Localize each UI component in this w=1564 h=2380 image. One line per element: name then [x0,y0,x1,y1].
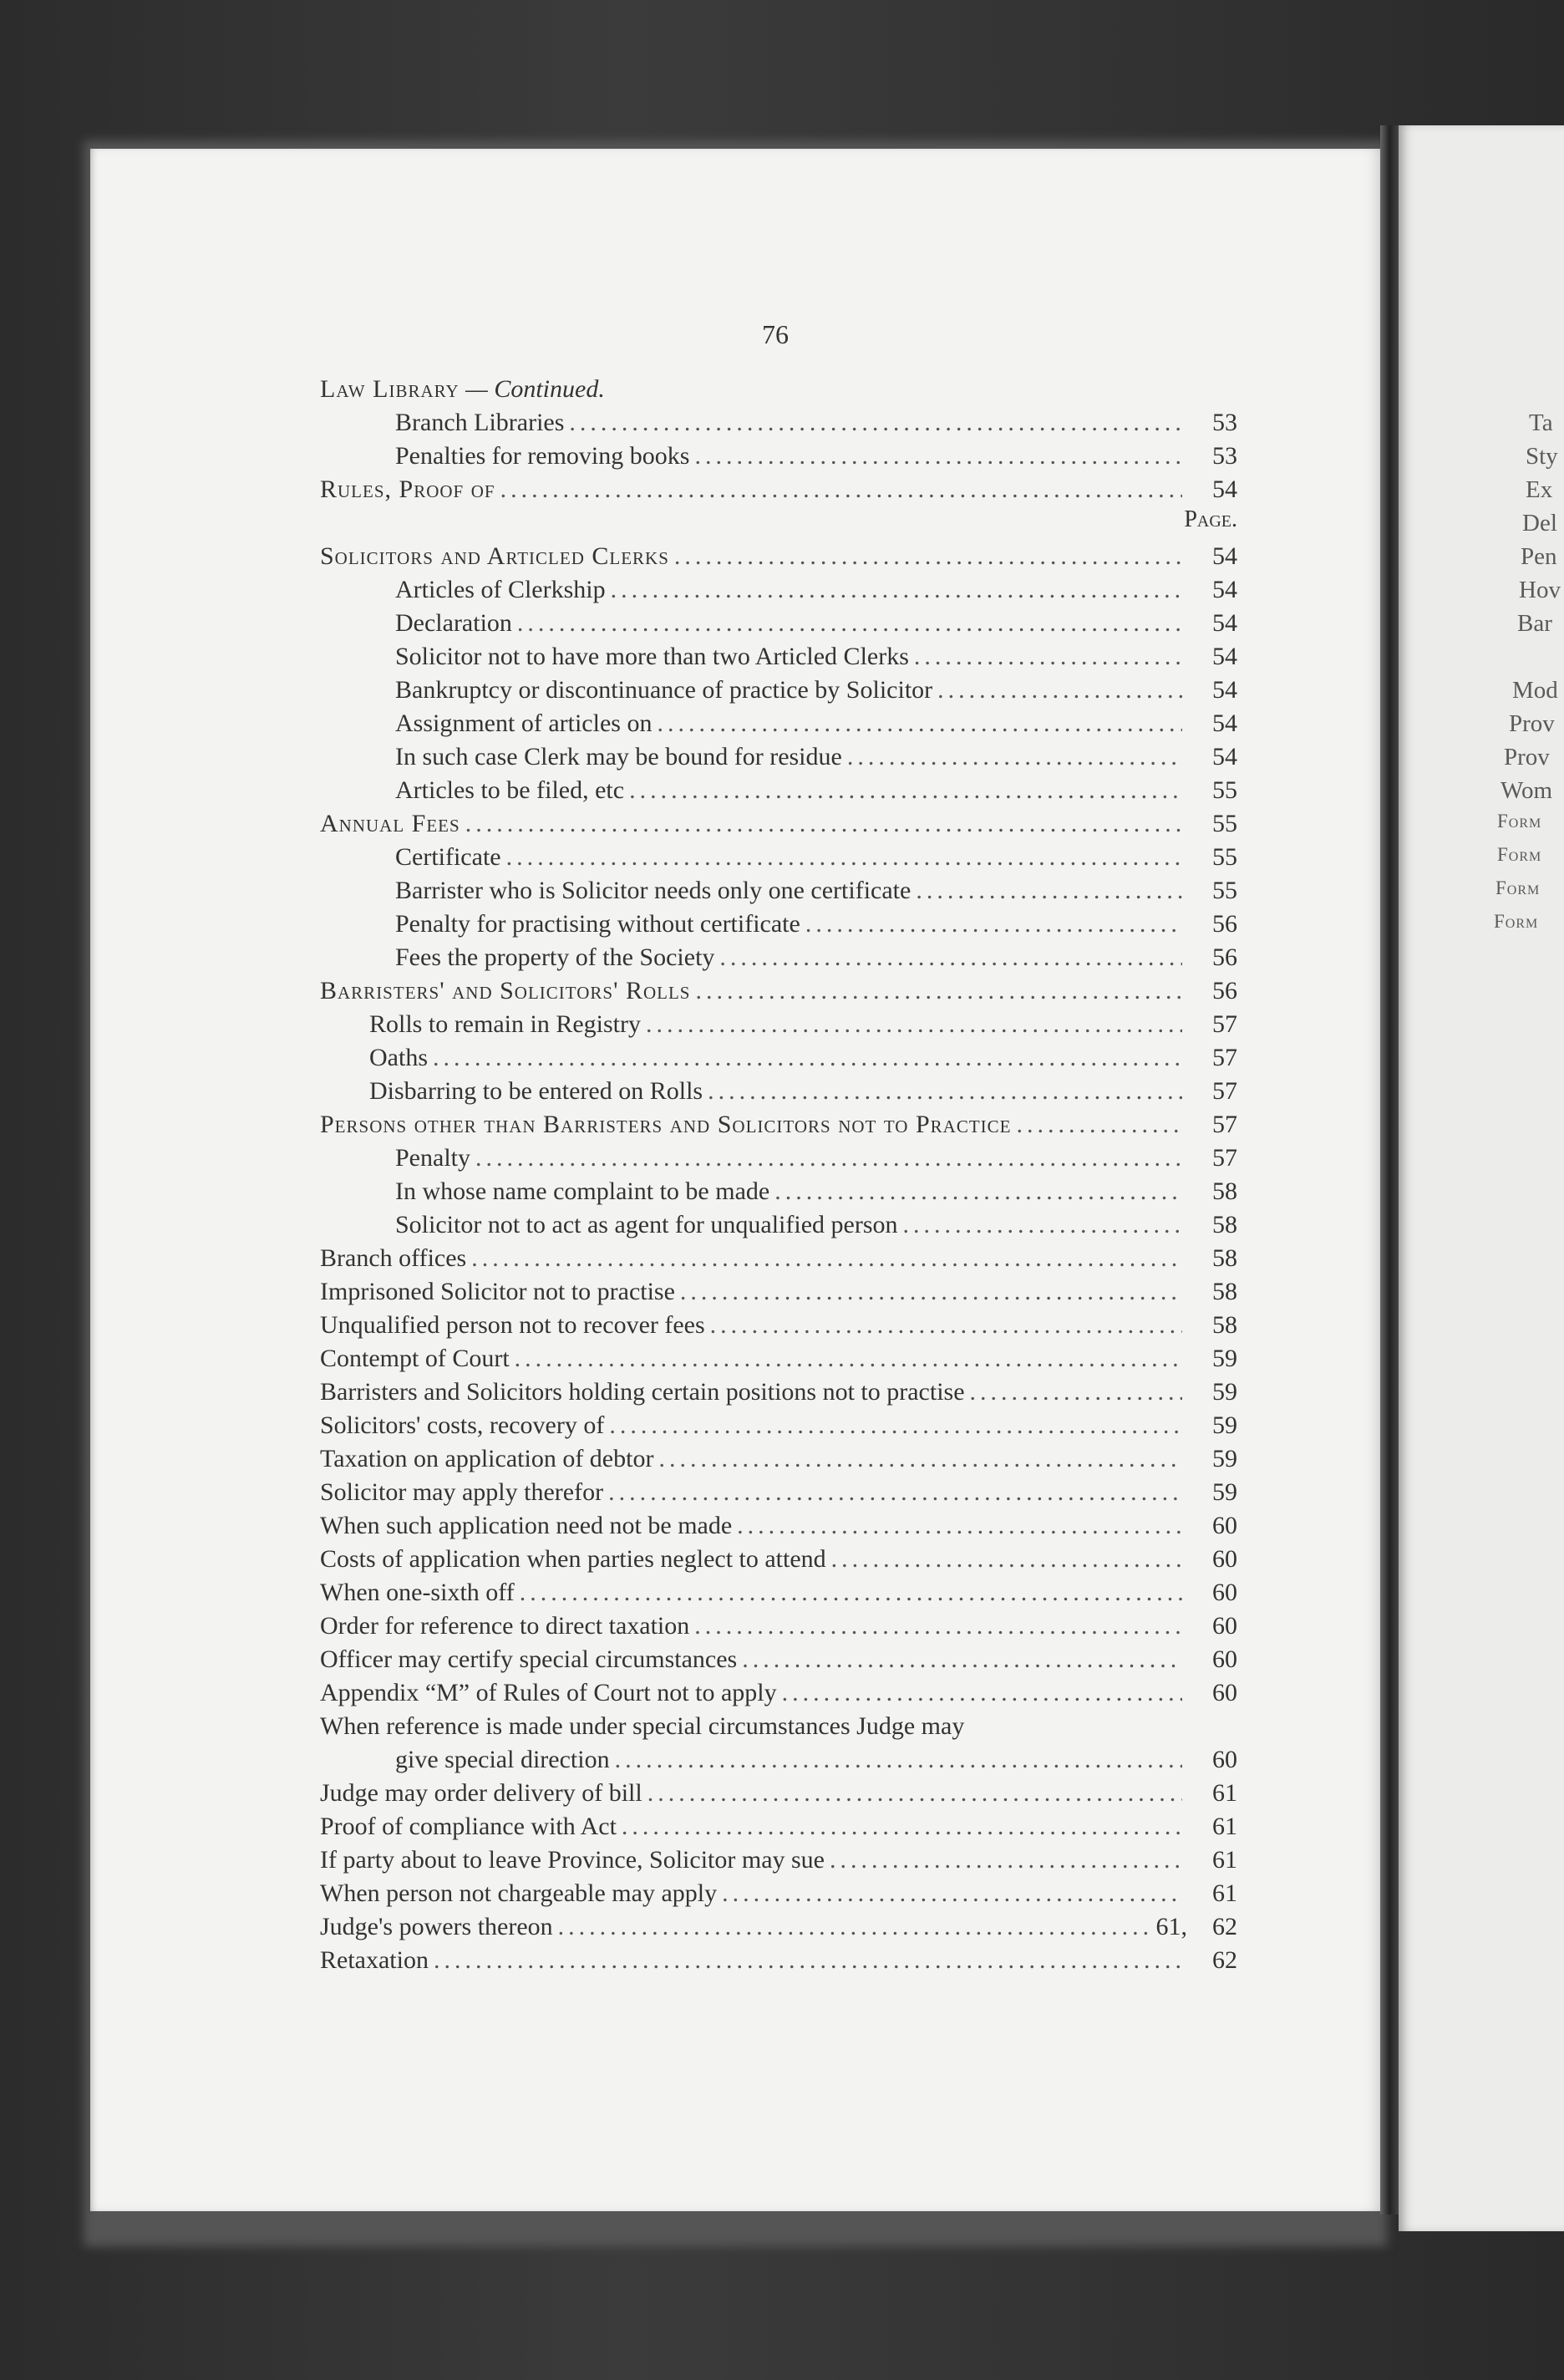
toc-entry-text: If party about to leave Province, Solicitor may sue [320,1846,825,1874]
toc-entry [320,1342,1237,1376]
toc-entry-page: 56 [1212,943,1237,971]
toc-entry-text: Solicitors' costs, recovery of [320,1411,605,1439]
toc-entry-text: Penalty for practising without certificate [395,910,800,938]
toc-entry-text: Assignment of articles on [395,709,653,737]
toc-entry-text: Bankruptcy or discontinuance of practice by Solicitor [395,676,933,704]
facing-page-text-fragment: Ta [1529,409,1553,436]
facing-page-text-fragment: Pen [1521,543,1557,570]
toc-entry [395,406,1237,440]
toc-entry-page: 62 [1212,1913,1237,1940]
leader-dots [629,774,1182,807]
facing-page-text-fragment: Sty [1526,443,1558,470]
toc-entry-text: Disbarring to be entered on Rolls [369,1077,703,1105]
toc-entry-page: 54 [1212,576,1237,603]
toc-entry [320,1275,1237,1309]
toc-entry [320,1877,1237,1910]
facing-page-text-fragment: Prov [1504,744,1550,770]
toc-entry-page: 59 [1212,1411,1237,1439]
toc-entry [395,1142,1237,1175]
toc-entry-page: 56 [1212,910,1237,938]
leader-dots [774,1175,1182,1208]
facing-page-text-fragment: Form [1495,877,1541,898]
facing-page-text-fragment: Form [1497,811,1542,831]
leader-dots [694,440,1182,473]
toc-entry-text: When reference is made under special circumstances Judge may [320,1712,965,1740]
leader-dots [722,1877,1182,1910]
toc-entry-page: 55 [1212,810,1237,837]
leader-dots [609,1409,1182,1442]
toc-entry [395,440,1237,473]
toc-entry-text: Contempt of Court [320,1345,510,1372]
leader-dots [646,1008,1182,1041]
facing-page-text-fragment: Ex [1526,476,1553,503]
toc-entry-page: 54 [1212,643,1237,670]
section-label: Law Library [320,375,460,403]
toc-entry [320,1944,1237,1977]
toc-entry [320,1409,1237,1442]
toc-entry-text: Barristers and Solicitors holding certain positions not to practise [320,1378,965,1406]
toc-entry-text: When person not chargeable may apply [320,1879,718,1907]
toc-entry-page: 54 [1212,542,1237,570]
toc-entry-page: 61 [1212,1846,1237,1874]
toc-entry-text: Judge's powers thereon [320,1913,553,1940]
toc-entry [395,874,1237,908]
toc-entry-page: 57 [1212,1010,1237,1038]
toc-entry [320,540,1237,573]
toc-entry-page: 57 [1212,1144,1237,1172]
toc-entry-text: Solicitor not to have more than two Articled Clerks [395,643,909,670]
toc-entry-page: 60 [1212,1579,1237,1606]
toc-entry-text: Articles of Clerkship [395,576,606,603]
toc-entry-page: 59 [1212,1478,1237,1506]
toc-entry-text: Branch offices [320,1244,467,1272]
leader-dots [608,1476,1182,1509]
toc-entry [395,941,1237,974]
leader-dots [657,707,1182,740]
toc-entry-page: 62 [1212,1946,1237,1974]
facing-page-text-fragment: Prov [1509,710,1555,737]
leader-dots [615,1743,1182,1777]
leader-dots [742,1643,1182,1676]
leader-dots [737,1509,1182,1543]
toc-entry [369,1075,1237,1108]
toc-entry [320,1676,1237,1710]
toc-entry [369,1041,1237,1075]
toc-entry-page: 60 [1212,1512,1237,1539]
leader-dots [433,1041,1182,1075]
toc-entry-text: Costs of application when parties neglect to attend [320,1545,826,1573]
facing-page [1399,125,1564,2231]
toc-entry [395,908,1237,941]
toc-entry-text: Articles to be filed, etc [395,776,625,804]
toc-entry-page: 60 [1212,1645,1237,1673]
leader-dots [694,1610,1182,1643]
toc-entry-text: Officer may certify special circumstances [320,1645,738,1673]
toc-entry [320,974,1237,1008]
leader-dots [916,874,1182,908]
toc-entry-page: 54 [1212,676,1237,704]
toc-entry-page: 53 [1212,409,1237,436]
toc-entry-page: 57 [1212,1044,1237,1071]
leader-dots [515,1342,1182,1376]
toc-entry-page: 61 [1212,1879,1237,1907]
leader-dots [719,941,1182,974]
toc-entry-multiline-cont [395,1743,1237,1777]
leader-dots [1017,1108,1183,1142]
toc-entry-text: Barristers' and Solicitors' Rolls [320,977,691,1004]
toc-entry [395,774,1237,807]
toc-entry-page: 55 [1212,843,1237,871]
leader-dots [475,1142,1182,1175]
toc-entry [320,1610,1237,1643]
leader-dots [914,640,1182,674]
toc-entry-text: Taxation on application of debtor [320,1445,654,1472]
toc-entry-text: Penalty [395,1144,470,1172]
toc-entry [320,1576,1237,1610]
page-number: 76 [762,319,789,349]
facing-page-text-fragment: Wom [1501,777,1553,804]
toc-entry-page: 59 [1212,1445,1237,1472]
toc-entry [395,1208,1237,1242]
leader-dots [805,908,1182,941]
toc-entry-page: 58 [1212,1278,1237,1305]
toc-entry [395,841,1237,874]
toc-entry-text: Barrister who is Solicitor needs only one certificate [395,877,911,904]
toc-entry-page: 59 [1212,1345,1237,1372]
toc-entry [395,740,1237,774]
toc-entry [395,573,1237,607]
toc-entry-text: Unqualified person not to recover fees [320,1311,705,1339]
toc-entry-text: Certificate [395,843,501,871]
toc-entry-text: Declaration [395,609,512,637]
facing-page-text-fragment: Mod [1512,677,1558,704]
toc-entry-page: 57 [1212,1077,1237,1105]
leader-dots [696,974,1183,1008]
toc-entry-text: Solicitor may apply therefor [320,1478,604,1506]
book-gutter [1380,125,1399,2215]
leader-dots [520,1576,1182,1610]
toc-entry [320,1777,1237,1810]
leader-dots [782,1676,1182,1710]
toc-entry-page: 54 [1212,709,1237,737]
facing-page-text-fragment: Del [1522,510,1557,537]
leader-dots [658,1442,1182,1476]
toc-entry-page: 61 [1212,1779,1237,1807]
toc-entry [320,1476,1237,1509]
toc-entry [320,1376,1237,1409]
toc-entry-page: 60 [1212,1746,1237,1773]
leader-dots [558,1910,1151,1944]
leader-dots [500,473,1182,506]
toc-entry-text: Judge may order delivery of bill [320,1779,642,1807]
toc-entry-text: Rolls to remain in Registry [369,1010,641,1038]
facing-page-text-fragment: Hov [1519,577,1561,603]
leader-dots [465,807,1182,841]
toc-entry [395,1175,1237,1208]
toc-entry-text: In whose name complaint to be made [395,1177,770,1205]
leader-dots [674,540,1182,573]
toc-entry-page: 56 [1212,977,1237,1004]
toc-entry-text: Appendix “M” of Rules of Court not to apply [320,1679,777,1706]
toc-entry [320,1509,1237,1543]
toc-entry [320,1242,1237,1275]
leader-dots [847,740,1182,774]
leader-dots [569,406,1182,440]
toc-entry-text: When such application need not be made [320,1512,733,1539]
toc-entry-text: Oaths [369,1044,428,1071]
facing-page-text-fragment: Bar [1517,610,1552,637]
toc-entry [320,807,1237,841]
leader-dots [517,607,1182,640]
toc-entry-text: Fees the property of the Society [395,943,715,971]
toc-entry-text: Solicitors and Articled Clerks [320,542,669,570]
toc-entry-first-page: 61, [1155,1913,1187,1940]
toc-entry-page: 58 [1212,1244,1237,1272]
toc-entry-page: 57 [1212,1111,1237,1138]
continued-label: — Continued. [465,375,605,403]
leader-dots [680,1275,1182,1309]
toc-entry [320,1643,1237,1676]
leader-dots [903,1208,1182,1242]
toc-entry-page: 54 [1212,609,1237,637]
leader-dots [830,1843,1182,1877]
leader-dots [708,1075,1182,1108]
toc-entry-text: give special direction [395,1746,610,1773]
toc-entry-text: Retaxation [320,1946,429,1974]
toc-entry-page: 58 [1212,1311,1237,1339]
toc-entry-multiline [320,1710,1237,1743]
toc-entry-page: 60 [1212,1612,1237,1640]
section-heading-law-library [320,373,1237,406]
leader-dots [434,1944,1182,1977]
toc-entry-page: 55 [1212,877,1237,904]
toc-entry [320,1543,1237,1576]
toc-entry-text: Solicitor not to act as agent for unqualified person [395,1211,898,1238]
toc-entry-text: Proof of compliance with Act [320,1813,617,1840]
toc-entry-page: 53 [1212,442,1237,470]
page-column-heading: Page. [1184,506,1237,532]
toc-entry-page: 58 [1212,1211,1237,1238]
leader-dots [622,1810,1182,1843]
toc-entry [320,1108,1237,1142]
toc-entry-text: Annual Fees [320,810,460,837]
toc-entry-text: Penalties for removing books [395,442,690,470]
leader-dots [471,1242,1182,1275]
toc-entry [395,640,1237,674]
toc-entry-page: 55 [1212,776,1237,804]
leader-dots [647,1777,1182,1810]
toc-entry-page: 60 [1212,1545,1237,1573]
toc-entry [320,1810,1237,1843]
toc-entry-page: 60 [1212,1679,1237,1706]
toc-entry-text: Persons other than Barristers and Solicitors not to Practice [320,1111,1012,1138]
toc-entry [320,1843,1237,1877]
leader-dots [937,674,1182,707]
toc-entry [369,1008,1237,1041]
toc-entry-text: Imprisoned Solicitor not to practise [320,1278,675,1305]
toc-entry-text: In such case Clerk may be bound for residue [395,743,842,770]
toc-entry-page: 61 [1212,1813,1237,1840]
toc-entry-text: Branch Libraries [395,409,565,436]
toc-entry-text: Order for reference to direct taxation [320,1612,690,1640]
leader-dots [506,841,1182,874]
toc-entry [320,1442,1237,1476]
toc-entry [320,473,1237,506]
toc-entry-text: Rules, Proof of [320,475,495,503]
leader-dots [970,1376,1182,1409]
toc-entry [320,1910,1237,1944]
toc-entry [395,607,1237,640]
toc-entry-page: 59 [1212,1378,1237,1406]
toc-entry-page: 54 [1212,475,1237,503]
leader-dots [831,1543,1182,1576]
facing-page-text-fragment: Form [1497,844,1542,865]
toc-entry-page: 58 [1212,1177,1237,1205]
toc-entry-page: 54 [1212,743,1237,770]
facing-page-text-fragment: Form [1494,911,1539,932]
toc-entry [320,1309,1237,1342]
leader-dots [611,573,1182,607]
toc-entry-text: When one-sixth off [320,1579,515,1606]
leader-dots [710,1309,1182,1342]
toc-entry [395,707,1237,740]
toc-entry [395,674,1237,707]
